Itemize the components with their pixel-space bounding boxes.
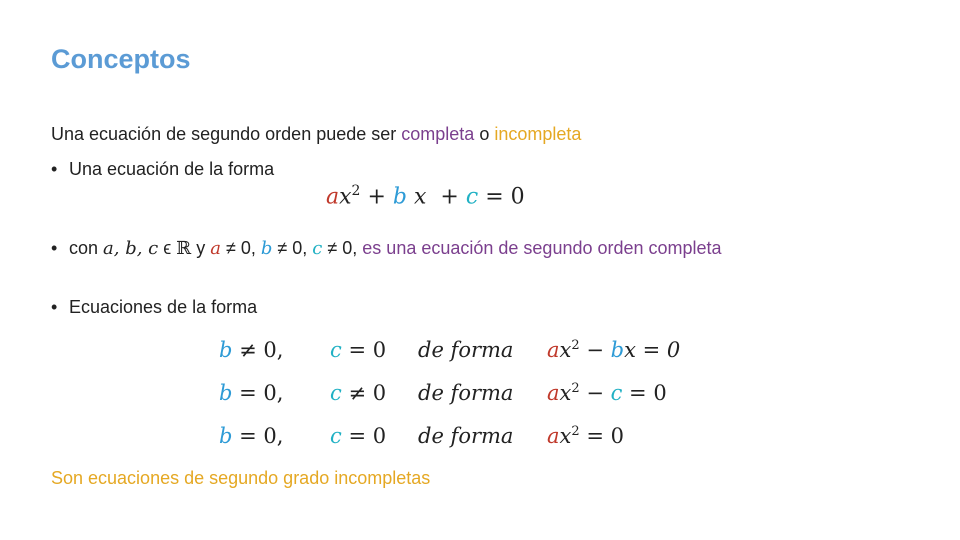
row-1-ax: ax bbox=[547, 338, 572, 362]
row-2-form bbox=[547, 381, 667, 405]
row-2-b-cond-text: = 0, bbox=[239, 381, 284, 405]
row-2-de-forma: de forma bbox=[418, 381, 514, 405]
row-1-exp: 2 bbox=[571, 338, 580, 353]
cond-c-neq: ≠ 0, bbox=[322, 238, 363, 258]
row-1-b: b bbox=[219, 338, 233, 362]
row-1-var: b bbox=[610, 338, 625, 362]
intro-completa: completa bbox=[401, 124, 475, 144]
bullet-forma bbox=[51, 159, 274, 180]
row-2-post: = 0 bbox=[622, 381, 667, 405]
row-1-c-cond bbox=[330, 338, 386, 362]
row-3-de-forma: de forma bbox=[418, 424, 514, 448]
row-3-exp: 2 bbox=[571, 424, 580, 439]
row-2-exp: 2 bbox=[571, 381, 580, 396]
row-1-form bbox=[547, 338, 680, 362]
row-2-b-cond bbox=[219, 381, 283, 405]
eq-equals: = bbox=[485, 184, 504, 210]
row-1-post: x = 0 bbox=[624, 338, 681, 362]
row-1-de-forma: de forma bbox=[418, 338, 514, 362]
row-3-b-cond-text: = 0, bbox=[239, 424, 284, 448]
cond-a: a bbox=[210, 238, 221, 259]
bullet-forma-text: Una ecuación de la forma bbox=[69, 159, 275, 179]
row-1-c-cond-text: = 0 bbox=[348, 338, 387, 362]
cond-b-neq: ≠ 0, bbox=[272, 238, 313, 258]
eq-plus-1: + bbox=[367, 184, 386, 210]
eq-plus-2: + bbox=[440, 184, 459, 210]
bullet-dot-icon: • bbox=[51, 159, 58, 179]
bullet-dot-icon: • bbox=[51, 238, 58, 258]
cond-prefix: con bbox=[69, 238, 104, 258]
eq-var-a: a bbox=[326, 184, 340, 210]
eq-var-b: b bbox=[392, 184, 407, 210]
slide-title: Conceptos bbox=[51, 44, 191, 74]
row-3-b-cond bbox=[219, 424, 283, 448]
row-3-c-cond-text: = 0 bbox=[348, 424, 387, 448]
cond-a-neq: ≠ 0, bbox=[220, 238, 261, 258]
intro-sentence bbox=[51, 124, 581, 145]
row-2-var: c bbox=[610, 381, 623, 405]
row-3-b: b bbox=[219, 424, 233, 448]
row-2-c: c bbox=[330, 381, 342, 405]
general-equation bbox=[326, 183, 525, 209]
row-1-b-cond-text: ≠ 0, bbox=[239, 338, 284, 362]
cond-y: y bbox=[191, 238, 211, 258]
row-1-c: c bbox=[330, 338, 342, 362]
cond-in: ϵ bbox=[158, 238, 177, 258]
eq-zero: 0 bbox=[510, 184, 525, 210]
row-3-c: c bbox=[330, 424, 342, 448]
row-3-c-cond bbox=[330, 424, 386, 448]
row-2-ax: ax bbox=[547, 381, 572, 405]
bullet-ecuaciones bbox=[51, 297, 257, 318]
row-2-c-cond-text: ≠ 0 bbox=[348, 381, 387, 405]
row-1-b-cond bbox=[219, 338, 283, 362]
cond-b: b bbox=[260, 238, 273, 259]
row-2-b: b bbox=[219, 381, 233, 405]
eq-var-x: x bbox=[339, 184, 352, 210]
footer-note: Son ecuaciones de segundo grado incompletas bbox=[51, 468, 431, 488]
bullet-ecuaciones-text: Ecuaciones de la forma bbox=[69, 297, 258, 317]
row-1-mid: − bbox=[579, 338, 611, 362]
reals-symbol: ℝ bbox=[176, 238, 192, 259]
bullet-condiciones bbox=[51, 238, 722, 259]
intro-incompleta: incompleta bbox=[494, 124, 582, 144]
eq-var-c: c bbox=[465, 184, 479, 210]
cond-suffix: es una ecuación de segundo orden completa bbox=[362, 238, 722, 258]
row-3-ax: ax bbox=[547, 424, 572, 448]
row-2-mid: − bbox=[579, 381, 611, 405]
cond-c: c bbox=[312, 238, 323, 259]
row-3-form bbox=[547, 424, 624, 448]
cond-abc: a, b, c bbox=[103, 238, 159, 259]
row-2-c-cond bbox=[330, 381, 386, 405]
eq-exponent: 2 bbox=[351, 183, 361, 199]
bullet-dot-icon: • bbox=[51, 297, 58, 317]
intro-mid: o bbox=[474, 124, 495, 144]
intro-prefix: Una ecuación de segundo orden puede ser bbox=[51, 124, 402, 144]
eq-var-x2: x bbox=[414, 184, 427, 210]
row-3-post: = 0 bbox=[579, 424, 624, 448]
